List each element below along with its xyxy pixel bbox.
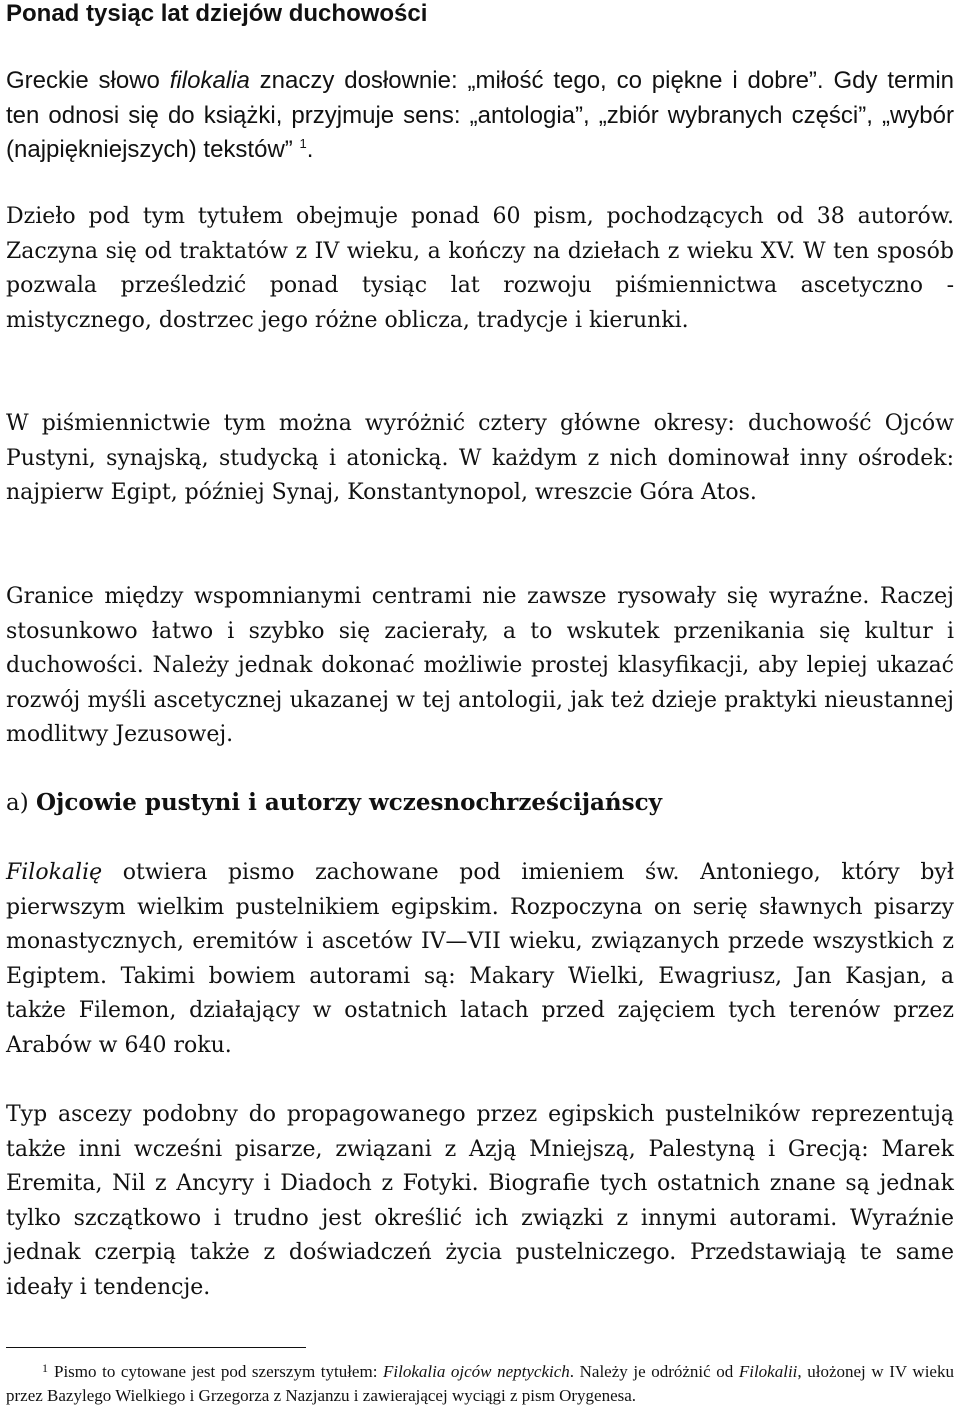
footnote-text-c: , ułożonej w IV wieku przez Bazylego Wielkiego i Grzegorza z Nazjanzu i zawierającej wyciągi z pism Orygenesa. — [6, 1362, 954, 1405]
section-marker: a) — [6, 790, 36, 816]
section-heading — [6, 786, 954, 820]
paragraph-5 — [6, 856, 954, 1063]
footnote-number: 1 — [42, 1361, 48, 1375]
paragraph-5-text: otwiera pismo zachowane pod imieniem św. Antoniego, który był pierwszym wielkim pustelnikiem egipskim. Rozpoczyna on serię sławnych pisarzy monastycznych, eremitów i ascetów IV—VII wieku, związanych przede wszystkich z Egiptem. Takimi bowiem autorami są: Makary Wielki, Ewagriusz, Jan Kasjan, a także Filemon, działający w ostatnich latach przed zajęciem tych terenów przez Arabów w 640 roku. — [6, 860, 954, 1058]
footnote-text-b: . Należy je odróżnić od — [569, 1362, 739, 1381]
paragraph-1-text-c: . — [306, 136, 314, 163]
paragraph-3: W piśmiennictwie tym można wyróżnić cztery główne okresy: duchowość Ojców Pustyni, synajską, studycką i atonicką. W każdym z nich dominował inny ośrodek: najpierw Egipt, później Synaj, Konstantynopol, wreszcie Góra Atos. — [6, 411, 954, 505]
document-page — [6, 0, 954, 1405]
footnote-ref[interactable]: 1 — [299, 136, 307, 151]
paragraph-1-text-b: znaczy dosłownie: „miłość tego, co piękne i dobre”. Gdy termin ten odnosi się do książki, przyjmuje sens: „antologia”, „zbiór wybranych części”, „wybór (najpiękniejszych) tekstów” — [6, 67, 954, 163]
paragraph-1 — [6, 64, 954, 168]
footnote — [6, 1356, 954, 1408]
paragraph-4: Granice między wspomnianymi centrami nie zawsze rysowały się wyraźne. Raczej stosunkowo łatwo i szybko się zacierały, a to wskutek przenikania się kultur i duchowości. Należy jednak dokonać możliwie prostej klasyfikacji, aby lepiej ukazać rozwój myśli ascetycznej ukazanej w tej antologii, jak też dzieje praktyki nieustannej modlitwy Jezusowej. — [6, 584, 954, 747]
footnote-title-2: Filokalii — [738, 1362, 798, 1381]
paragraph-1-text-a: Greckie słowo — [6, 67, 170, 94]
term-filokalia: filokalia — [169, 67, 250, 94]
footnote-text-a: Pismo to cytowane jest pod szerszym tytułem: — [54, 1362, 383, 1381]
term-filokalie: Filokalię — [6, 860, 103, 885]
page-title: Ponad tysiąc lat dziejów duchowości — [6, 0, 428, 27]
section-title: Ojcowie pustyni i autorzy wczesnochrześcijańscy — [36, 789, 662, 816]
footnote-title-1: Filokalia ojców neptyckich — [383, 1362, 570, 1381]
footnote-divider — [6, 1347, 306, 1348]
paragraph-2: Dzieło pod tym tytułem obejmuje ponad 60 pism, pochodzących od 38 autorów. Zaczyna się od traktatów z IV wieku, a kończy na dziełach z wieku XV. W ten sposób pozwala prześledzić ponad tysiąc lat rozwoju piśmiennictwa ascetyczno - mistycznego, dostrzec jego różne oblicza, tradycje i kierunki. — [6, 204, 954, 333]
paragraph-6: Typ ascezy podobny do propagowanego przez egipskich pustelników reprezentują także inni wcześni pisarze, związani z Azją Mniejszą, Palestyną i Grecją: Marek Eremita, Nil z Ancyry i Diadoch z Fotyki. Biografie tych ostatnich znane są jednak tylko szczątkowo i trudno jest określić ich związki z innymi autorami. Wyraźnie jednak czerpią także z doświadczeń życia pustelniczego. Przedstawiają te same ideały i tendencje. — [6, 1102, 954, 1300]
